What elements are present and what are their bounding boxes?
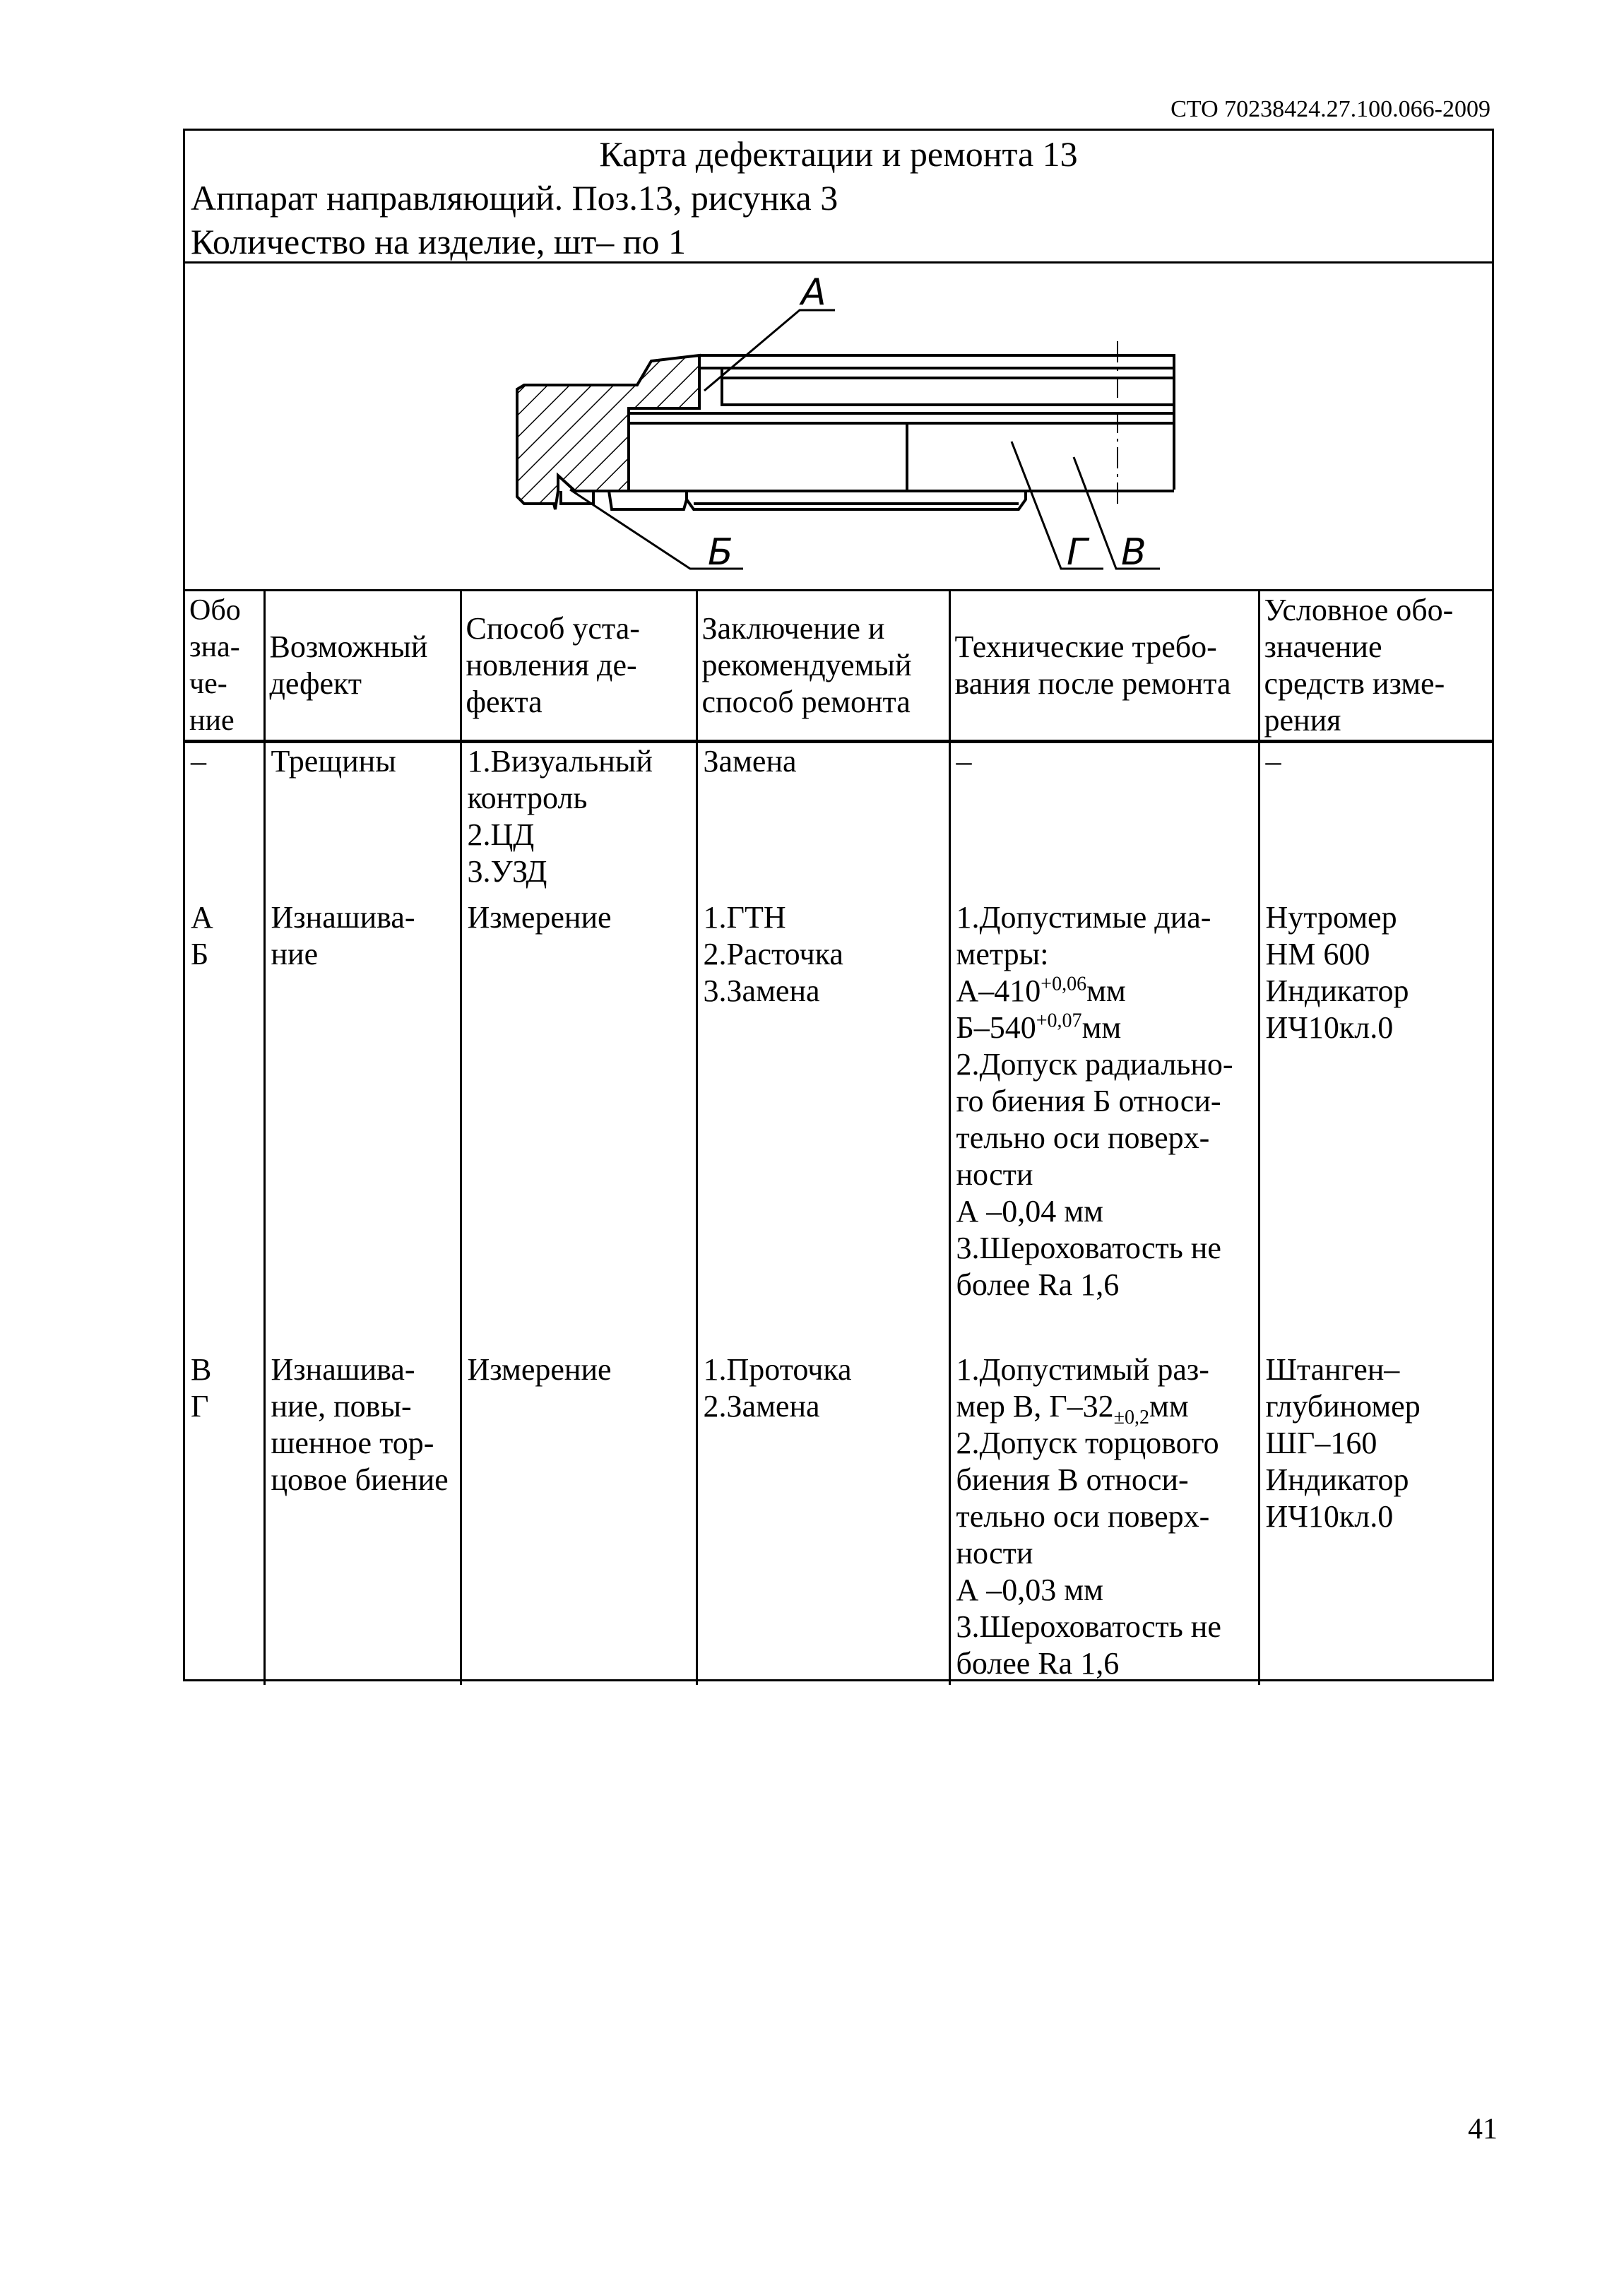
quantity-line: Количество на изделие, шт– по 1: [191, 222, 687, 261]
defect-cell: Трещины: [264, 741, 461, 899]
instruments-cell: Штанген– глубиномер ШГ–160 Индикатор ИЧ10кл.0: [1265, 1352, 1421, 1534]
table-row: [185, 1351, 1492, 1685]
defect-cell: Изнашива- ние: [264, 899, 461, 1351]
instruments-cell: –: [1265, 743, 1281, 779]
label-a: А: [801, 271, 826, 314]
label-v: В: [1121, 531, 1146, 574]
section-drawing: [185, 264, 1492, 591]
card-title: Карта дефектации и ремонта 13: [599, 134, 1078, 174]
designation-cell: А Б: [185, 899, 264, 1351]
method-cell: Измерение: [461, 899, 697, 1351]
part-name: Аппарат направляющий. Поз.13, рисунка 3: [191, 178, 838, 218]
requirements-cell: –: [949, 741, 1259, 899]
col-method: Способ уста- новления де- фекта: [461, 591, 697, 741]
designation-cell: В Г: [185, 1351, 264, 1685]
col-requirements: Технические требо- вания после ремонта: [949, 591, 1259, 741]
defect-table: [185, 591, 1492, 1685]
page-number: 41: [1468, 2113, 1498, 2146]
label-b: Б: [708, 531, 733, 574]
requirements-cell: 1.Допустимый раз- мер В, $Г-32_{\pm 0,2}мм$ 2.Допуск торцового биения В относи- тельно оси поверх- ности А –0,03 мм 3.Шероховатость не более Ra 1,6: [949, 1351, 1259, 1685]
table-header-row: [185, 591, 1492, 741]
repair-cell: 1.ГТН 2.Расточка 3.Замена: [697, 899, 949, 1351]
document-code: СТО 70238424.27.100.066-2009: [1170, 96, 1490, 122]
part-drawing: [185, 264, 1492, 591]
col-designation: Обо зна- че- ние: [185, 591, 264, 741]
defect-card-frame: [183, 129, 1494, 1681]
card-header: [185, 131, 1492, 264]
hatched-section: [517, 355, 699, 509]
designation-cell: –: [185, 741, 264, 899]
repair-cell: Замена: [697, 741, 949, 899]
defect-cell: Изнашива- ние, повы- шенное тор- цовое биение: [264, 1351, 461, 1685]
instruments-cell: Нутромер НМ 600 Индикатор ИЧ10кл.0: [1265, 900, 1409, 1045]
col-repair: Заключение и рекомендуемый способ ремонта: [697, 591, 949, 741]
label-g: Г: [1067, 531, 1087, 574]
table-row: [185, 741, 1492, 899]
col-instruments: Условное обо- значение средств изме- рения: [1259, 591, 1492, 741]
table-row: [185, 899, 1492, 1351]
method-cell: 1.Визуальный контроль 2.ЦД 3.УЗД: [461, 741, 697, 899]
requirements-cell: 1.Допустимые диа- метры: $А-410^{+0,06}мм$ $Б-540^{+0,07}мм$ 2.Допуск радиально- го биения Б относи- тельно оси поверх- ности А –0,04 мм 3.Шероховатость не более Ra 1,6: [949, 899, 1259, 1351]
repair-cell: 1.Проточка 2.Замена: [697, 1351, 949, 1685]
method-cell: Измерение: [461, 1351, 697, 1685]
col-defect: Возможный дефект: [264, 591, 461, 741]
